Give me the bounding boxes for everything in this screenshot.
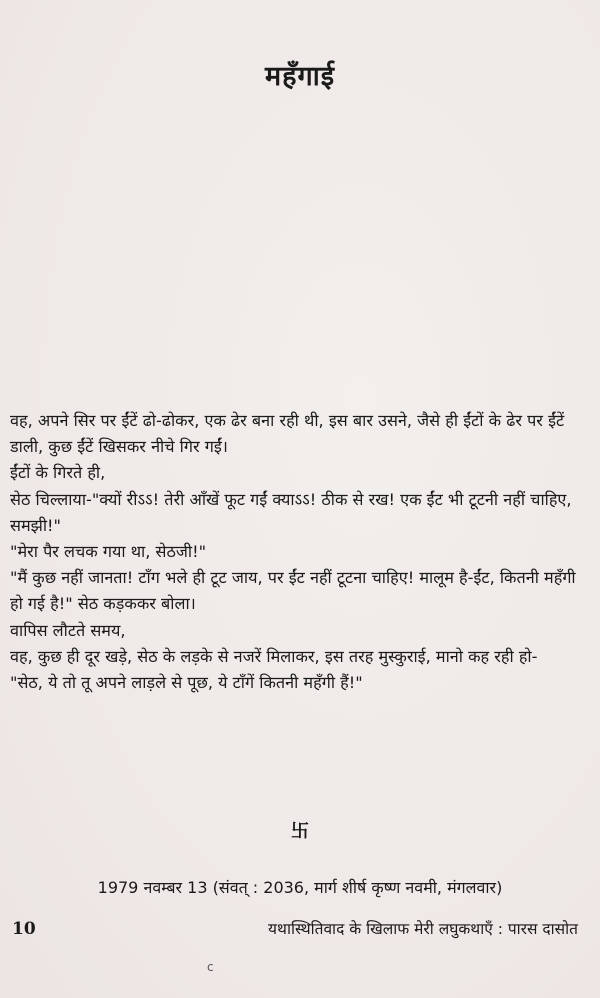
- date-line: 1979 नवम्बर 13 (संवत् : 2036, मार्ग शीर्ष कृष्ण नवमी, मंगलवार): [97, 878, 503, 897]
- story-body: [10, 408, 592, 696]
- running-footer: यथास्थितिवाद के खिलाफ मेरी लघुकथाएँ : पारस दासोत: [268, 920, 578, 938]
- paragraph-4: "मेरा पैर लचक गया था, सेठजी!": [10, 542, 207, 562]
- paragraph-1: वह, अपने सिर पर ईंटें ढो-ढोकर, एक ढेर बना रही थी, इस बार उसने, जैसे ही ईंटों के ढेर पर ईंटें डाली, कुछ ईंटें खिसकर नीचे गिर गईं।: [10, 411, 565, 457]
- page-number: 10: [12, 919, 36, 939]
- paragraph-3: सेठ चिल्लाया-"क्यों रीऽऽ! तेरी आँखें फूट गईं क्याऽऽ! ठीक से रख! एक ईंट भी टूटनी नहीं चाहिए, समझी!": [10, 489, 572, 535]
- paragraph-8: "सेठ, ये तो तू अपने लाड़ले से पूछ, ये टाँगें कितनी महँगी हैं!": [10, 673, 363, 693]
- swastika-divider-icon: 卐: [291, 821, 309, 842]
- print-speck: c: [207, 960, 214, 974]
- paragraph-2: ईंटों के गिरते ही,: [10, 463, 106, 483]
- story-title: महँगाई: [265, 61, 335, 92]
- paragraph-5: "मैं कुछ नहीं जानता! टाँग भले ही टूट जाय, पर ईंट नहीं टूटना चाहिए! मालूम है-ईंट, कितनी महँगी हो गई है!" सेठ कड़ककर बोला।: [10, 568, 576, 614]
- paragraph-7: वह, कुछ ही दूर खड़े, सेठ के लड़के से नजरें मिलाकर, इस तरह मुस्कुराई, मानो कह रही हो-: [10, 646, 538, 666]
- paragraph-6: वापिस लौटते समय,: [10, 620, 126, 640]
